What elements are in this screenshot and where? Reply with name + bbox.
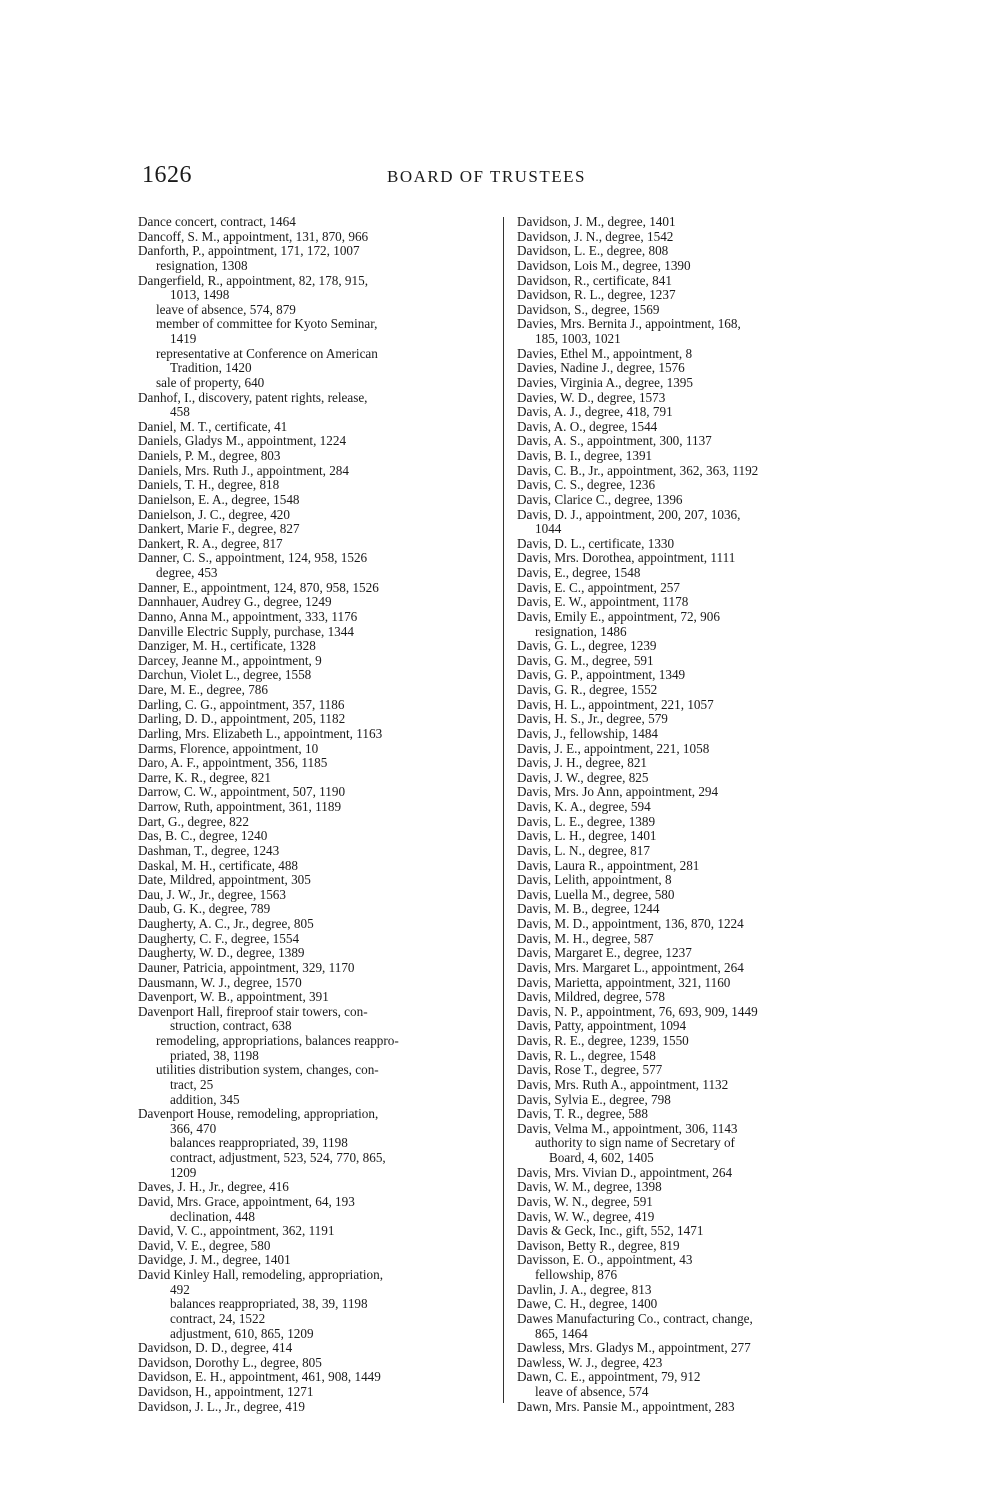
index-entry: Daro, A. F., appointment, 356, 1185 (138, 756, 328, 771)
index-entry: Davies, Nadine J., degree, 1576 (517, 361, 685, 376)
index-entry: Davidge, J. M., degree, 1401 (138, 1253, 291, 1268)
index-subentry: 366, 470 (170, 1121, 217, 1136)
index-entry: Davis, B. I., degree, 1391 (517, 449, 653, 463)
index-entry: Davis, D. L., certificate, 1330 (517, 536, 675, 551)
index-entry: Date, Mildred, appointment, 305 (138, 873, 311, 888)
index-entry: Darms, Florence, appointment, 10 (138, 741, 319, 756)
index-entry: Davidson, R. L., degree, 1237 (517, 288, 676, 303)
index-entry: Davis, Marietta, appointment, 321, 1160 (517, 975, 731, 990)
index-entry: Davidson, J. N., degree, 1542 (517, 229, 674, 244)
index-entry: Dankert, R. A., degree, 817 (138, 536, 283, 551)
index-entry: Dashman, T., degree, 1243 (138, 843, 280, 858)
index-entry: Das, B. C., degree, 1240 (138, 829, 268, 844)
index-subentry: 492 (170, 1282, 190, 1297)
index-subentry: member of committee for Kyoto Seminar, (156, 317, 378, 332)
index-entry: Daub, G. K., degree, 789 (138, 902, 271, 917)
index-entry: Davis, M. D., appointment, 136, 870, 1224 (517, 917, 744, 931)
index-subentry: fellowship, 876 (535, 1268, 618, 1282)
index-subentry: priated, 38, 1198 (170, 1048, 259, 1063)
index-entry: Davis, L. N., degree, 817 (517, 843, 650, 858)
index-entry: Davis, Clarice C., degree, 1396 (517, 492, 683, 507)
index-entry: Daskal, M. H., certificate, 488 (138, 858, 299, 873)
index-entry: Darchun, Violet L., degree, 1558 (138, 668, 312, 683)
index-entry: Davidson, J. M., degree, 1401 (517, 215, 676, 229)
index-entry: Davenport House, remodeling, appropriation, (138, 1107, 379, 1122)
index-entry: Davis, E. W., appointment, 1178 (517, 595, 689, 610)
index-entry: Dangerfield, R., appointment, 82, 178, 915, (138, 273, 369, 288)
index-entry: Davidson, S., degree, 1569 (517, 302, 660, 317)
index-entry: Danziger, M. H., certificate, 1328 (138, 639, 316, 654)
index-entry: Davlin, J. A., degree, 813 (517, 1282, 652, 1297)
index-entry: Davis, J. W., degree, 825 (517, 770, 649, 785)
running-head: BOARD OF TRUSTEES (387, 167, 586, 186)
index-entry: Dankert, Marie F., degree, 827 (138, 522, 300, 537)
index-entry: Darre, K. R., degree, 821 (138, 770, 271, 785)
index-entry: Davidson, Dorothy L., degree, 805 (138, 1355, 322, 1370)
index-entry: Davis, J. E., appointment, 221, 1058 (517, 741, 710, 756)
index-entry: Danno, Anna M., appointment, 333, 1176 (138, 609, 358, 624)
index-subentry: utilities distribution system, changes, con- (156, 1063, 379, 1078)
index-subentry: 1209 (170, 1165, 197, 1180)
index-subentry: resignation, 1308 (156, 258, 248, 273)
index-subentry: Tradition, 1420 (170, 361, 252, 376)
index-entry: Dannhauer, Audrey G., degree, 1249 (138, 595, 332, 610)
index-entry: Davenport, W. B., appointment, 391 (138, 990, 329, 1005)
index-entry: Daugherty, C. F., degree, 1554 (138, 931, 300, 946)
index-subentry: 1044 (535, 522, 562, 537)
index-entry: Davis, M. H., degree, 587 (517, 931, 654, 946)
index-entry: Dawe, C. H., degree, 1400 (517, 1297, 658, 1312)
index-entry: Davis, Mrs. Jo Ann, appointment, 294 (517, 785, 719, 800)
index-entry: Davis, C. S., degree, 1236 (517, 478, 656, 493)
index-entry: Davisson, E. O., appointment, 43 (517, 1253, 693, 1268)
index-entry: Darling, C. G., appointment, 357, 1186 (138, 697, 345, 712)
index-entry: Daugherty, A. C., Jr., degree, 805 (138, 917, 314, 931)
index-entry: Davis, Mrs. Dorothea, appointment, 1111 (517, 551, 736, 566)
index-entry: Dancoff, S. M., appointment, 131, 870, 966 (138, 229, 369, 244)
index-subentry: 865, 1464 (535, 1326, 588, 1341)
index-entry: Dawless, Mrs. Gladys M., appointment, 277 (517, 1341, 751, 1356)
index-entry: Davis, J., fellowship, 1484 (517, 726, 659, 741)
index-subentry: addition, 345 (170, 1092, 240, 1107)
index-entry: Davies, W. D., degree, 1573 (517, 390, 666, 405)
index-entry: Davis, W. M., degree, 1398 (517, 1180, 662, 1195)
index-entry: Dausmann, W. J., degree, 1570 (138, 975, 302, 990)
index-entry: Davis, J. H., degree, 821 (517, 756, 648, 771)
index-entry: Dawn, Mrs. Pansie M., appointment, 283 (517, 1399, 735, 1414)
index-entry: Danner, C. S., appointment, 124, 958, 1526 (138, 551, 368, 566)
index-subentry: leave of absence, 574, 879 (156, 302, 296, 317)
index-entry: Davis, A. O., degree, 1544 (517, 419, 658, 434)
index-entry: Daniels, Gladys M., appointment, 1224 (138, 434, 347, 449)
index-entry: Davidson, D. D., degree, 414 (138, 1341, 293, 1356)
index-entry: Danielson, E. A., degree, 1548 (138, 492, 300, 507)
index-entry: Davis, W. W., degree, 419 (517, 1209, 655, 1224)
index-subentry: contract, 24, 1522 (170, 1311, 266, 1326)
index-entry: Davis, H. L., appointment, 221, 1057 (517, 697, 714, 712)
index-entry: Davis, L. E., degree, 1389 (517, 814, 656, 829)
index-entry: David, Mrs. Grace, appointment, 64, 193 (138, 1194, 355, 1209)
index-entry: Davis, C. B., Jr., appointment, 362, 363, 1192 (517, 463, 759, 478)
index-subentry: degree, 453 (156, 566, 218, 580)
index-entry: Davis, Patty, appointment, 1094 (517, 1019, 687, 1034)
index-subentry: 1013, 1498 (170, 288, 230, 303)
index-entry: Daniels, P. M., degree, 803 (138, 449, 281, 463)
index-subentry: 185, 1003, 1021 (535, 332, 621, 346)
index-subentry: contract, adjustment, 523, 524, 770, 865, (170, 1151, 386, 1165)
index-entry: Davis, N. P., appointment, 76, 693, 909, 1449 (517, 1004, 758, 1019)
index-entry: Dance concert, contract, 1464 (138, 215, 296, 229)
index-entry: Davis, R. E., degree, 1239, 1550 (517, 1034, 689, 1048)
index-entry: Davis, Margaret E., degree, 1237 (517, 946, 692, 961)
index-entry: Dau, J. W., Jr., degree, 1563 (138, 887, 286, 902)
index-entry: Darrow, C. W., appointment, 507, 1190 (138, 785, 346, 800)
index-entry: Davis, G. M., degree, 591 (517, 653, 654, 668)
index-entry: Davis, W. N., degree, 591 (517, 1194, 653, 1209)
index-entry: Davis, A. S., appointment, 300, 1137 (517, 434, 712, 449)
index-entry: Daugherty, W. D., degree, 1389 (138, 946, 305, 961)
index-entry: Davis, Emily E., appointment, 72, 906 (517, 609, 720, 624)
index-entry: Davenport Hall, fireproof stair towers, con- (138, 1004, 368, 1019)
page-number: 1626 (142, 162, 192, 188)
index-entry: Danforth, P., appointment, 171, 172, 1007 (138, 244, 360, 259)
index-entry: Davis, Mildred, degree, 578 (517, 990, 665, 1005)
index-entry: Danielson, J. C., degree, 420 (138, 507, 290, 522)
index-entry: Dare, M. E., degree, 786 (138, 683, 268, 697)
index-subentry: tract, 25 (170, 1077, 214, 1092)
index-entry: Davis, R. L., degree, 1548 (517, 1048, 656, 1063)
index-entry: Darcey, Jeanne M., appointment, 9 (138, 653, 322, 668)
index-entry: Davis, Mrs. Vivian D., appointment, 264 (517, 1165, 733, 1180)
index-entry: David, V. E., degree, 580 (138, 1238, 271, 1253)
index-entry: Davidson, Lois M., degree, 1390 (517, 258, 691, 273)
index-entry: Davidson, R., certificate, 841 (517, 273, 672, 288)
index-entry: Danner, E., appointment, 124, 870, 958, 1526 (138, 580, 379, 595)
index-subentry: declination, 448 (170, 1209, 255, 1224)
index-entry: Dawless, W. J., degree, 423 (517, 1355, 663, 1370)
index-entry: Dart, G., degree, 822 (138, 814, 249, 829)
index-entry: Davis, E., degree, 1548 (517, 566, 641, 580)
index-entry: Davison, Betty R., degree, 819 (517, 1238, 680, 1253)
index-entry: Davis, L. H., degree, 1401 (517, 829, 657, 844)
index-entry: Davis, A. J., degree, 418, 791 (517, 405, 673, 420)
index-entry: Davis, Luella M., degree, 580 (517, 887, 675, 902)
index-entry: Davidson, J. L., Jr., degree, 419 (138, 1399, 306, 1414)
index-entry: Davis, G. P., appointment, 1349 (517, 668, 686, 683)
index-entry: David, V. C., appointment, 362, 1191 (138, 1224, 335, 1239)
index-subentry: authority to sign name of Secretary of (535, 1136, 735, 1151)
index-entry: Davidson, L. E., degree, 808 (517, 244, 669, 259)
index-entry: Dawes Manufacturing Co., contract, change, (517, 1311, 753, 1326)
index-subentry: Board, 4, 602, 1405 (549, 1151, 654, 1165)
index-subentry: representative at Conference on American (156, 346, 378, 361)
index-entry: Davies, Ethel M., appointment, 8 (517, 346, 693, 361)
index-entry: Davis, Velma M., appointment, 306, 1143 (517, 1121, 738, 1136)
index-entry: Davis, E. C., appointment, 257 (517, 580, 680, 595)
index-entry: Davis, Laura R., appointment, 281 (517, 858, 700, 873)
index-subentry: 1419 (170, 332, 197, 346)
index-entry: Davis, T. R., degree, 588 (517, 1107, 648, 1122)
index-entry: Dauner, Patricia, appointment, 329, 1170 (138, 960, 355, 975)
index-entry: Darling, D. D., appointment, 205, 1182 (138, 712, 346, 727)
index-entry: Darrow, Ruth, appointment, 361, 1189 (138, 800, 342, 814)
index-entry: Davidson, H., appointment, 1271 (138, 1385, 314, 1399)
index-subentry: remodeling, appropriations, balances reappro- (156, 1034, 399, 1048)
index-entry: Daniels, Mrs. Ruth J., appointment, 284 (138, 463, 349, 478)
index-subentry: struction, contract, 638 (170, 1019, 292, 1034)
index-entry: Danhof, I., discovery, patent rights, release, (138, 390, 368, 405)
index-subentry: balances reappropriated, 38, 39, 1198 (170, 1297, 368, 1312)
index-entry: Davis, Rose T., degree, 577 (517, 1063, 663, 1078)
index-entry: Daves, J. H., Jr., degree, 416 (138, 1180, 289, 1195)
column-divider (503, 217, 504, 1403)
index-entry: Davies, Virginia A., degree, 1395 (517, 375, 693, 390)
index-entry: Davis, Sylvia E., degree, 798 (517, 1092, 671, 1107)
index-subentry: leave of absence, 574 (535, 1385, 649, 1399)
index-entry: Davidson, E. H., appointment, 461, 908, 1449 (138, 1370, 381, 1385)
index-subentry: adjustment, 610, 865, 1209 (170, 1326, 314, 1341)
index-column-left (138, 215, 490, 1414)
index-entry: Davis, Mrs. Ruth A., appointment, 1132 (517, 1077, 729, 1092)
index-entry: Daniels, T. H., degree, 818 (138, 478, 280, 493)
index-entry: Danville Electric Supply, purchase, 1344 (138, 624, 354, 639)
index-entry: David Kinley Hall, remodeling, appropriation, (138, 1268, 384, 1282)
index-entry: Davis, M. B., degree, 1244 (517, 902, 660, 917)
index-subentry: 458 (170, 405, 190, 420)
index-entry: Davis, G. R., degree, 1552 (517, 683, 658, 697)
index-entry: Davies, Mrs. Bernita J., appointment, 168, (517, 317, 741, 332)
index-entry: Davis, G. L., degree, 1239 (517, 639, 657, 654)
index-subentry: balances reappropriated, 39, 1198 (170, 1136, 348, 1151)
index-entry: Darling, Mrs. Elizabeth L., appointment, 1163 (138, 726, 383, 741)
index-entry: Daniel, M. T., certificate, 41 (138, 419, 288, 434)
index-entry: Davis & Geck, Inc., gift, 552, 1471 (517, 1224, 704, 1239)
index-entry: Davis, K. A., degree, 594 (517, 800, 651, 814)
index-column-right (517, 215, 869, 1414)
index-entry: Davis, Lelith, appointment, 8 (517, 873, 672, 888)
index-entry: Dawn, C. E., appointment, 79, 912 (517, 1370, 701, 1385)
index-entry: Davis, D. J., appointment, 200, 207, 1036, (517, 507, 741, 522)
index-entry: Davis, H. S., Jr., degree, 579 (517, 712, 668, 727)
index-subentry: resignation, 1486 (535, 624, 627, 639)
index-entry: Davis, Mrs. Margaret L., appointment, 264 (517, 960, 744, 975)
index-subentry: sale of property, 640 (156, 375, 265, 390)
